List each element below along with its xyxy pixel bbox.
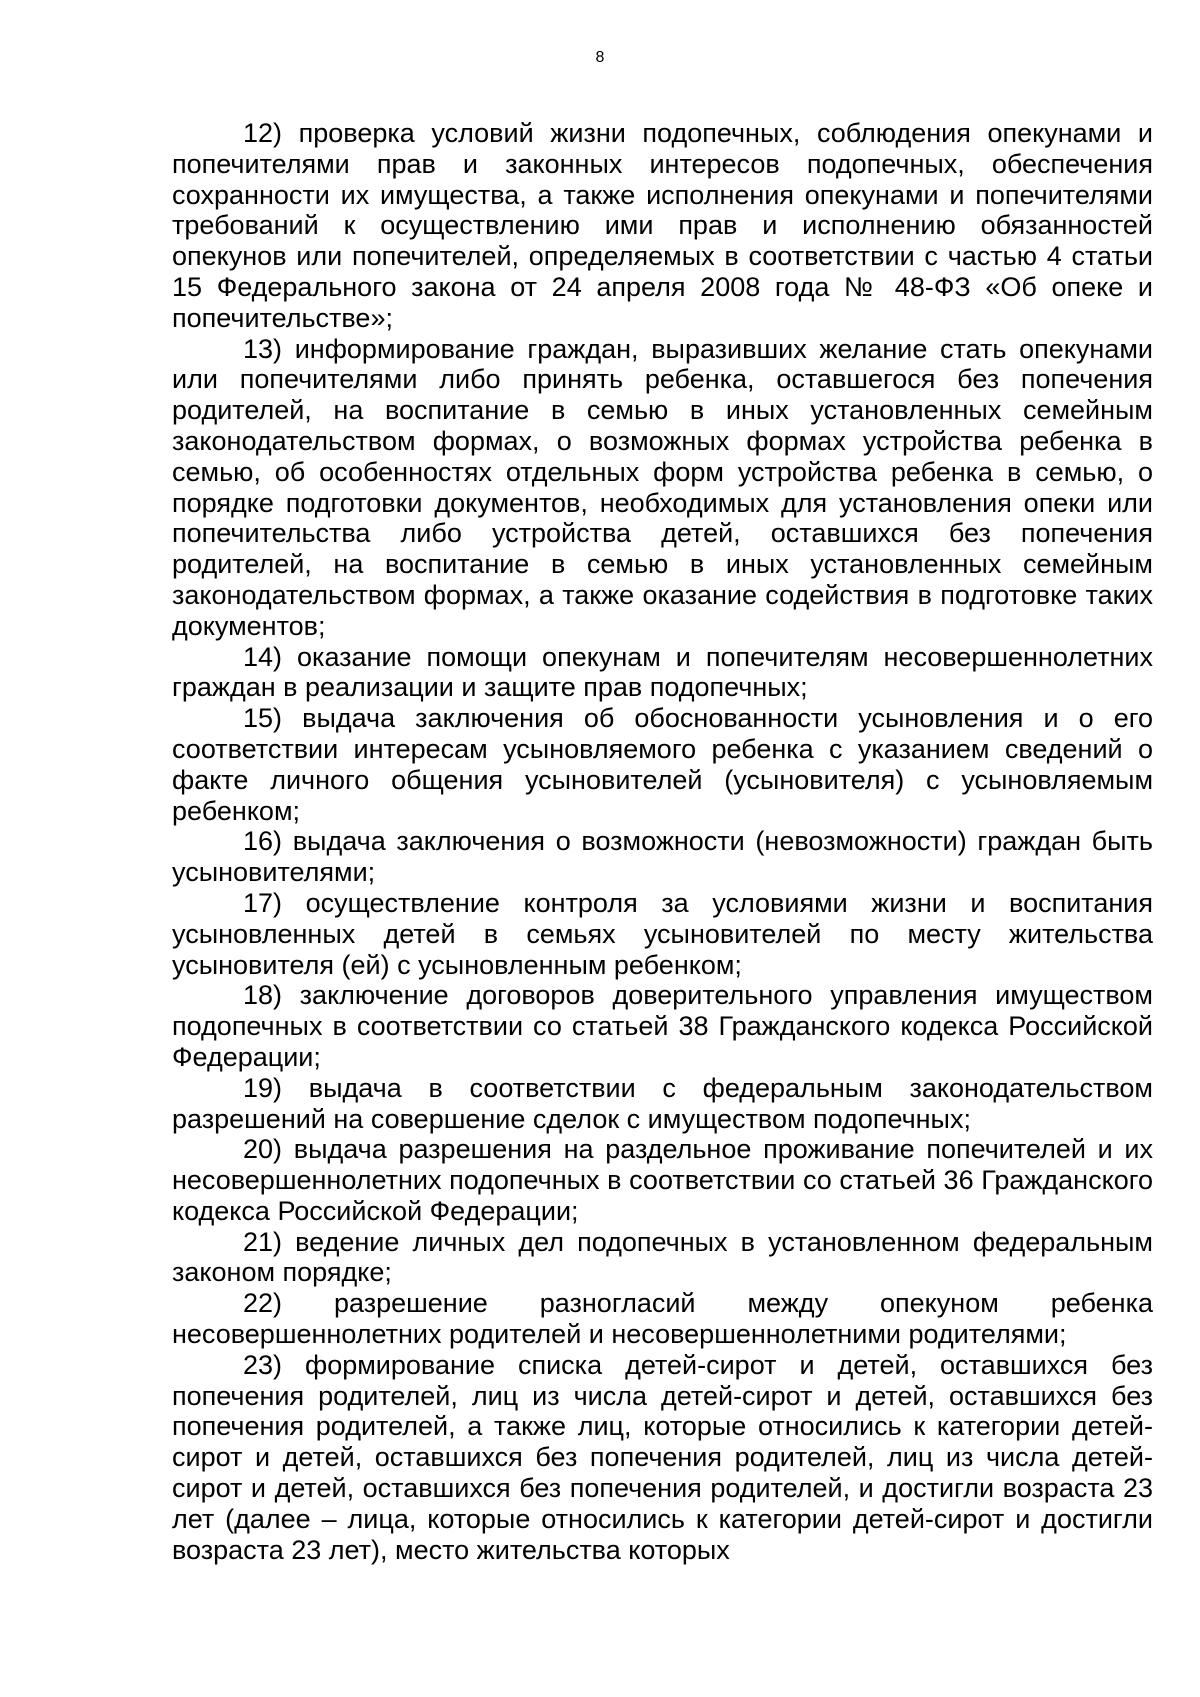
paragraph-item-15: 15) выдача заключения об обоснованности усыновления и о его соответствии интересам усыновляемого ребенка с указанием сведений о факте личного общения усыновителей (усыновителя) с усыновляемым ребенком; <box>172 703 1153 826</box>
paragraph-item-17: 17) осуществление контроля за условиями жизни и воспитания усыновленных детей в семьях усыновителей по месту жительства усыновителя (ей) с усыновленным ребенком; <box>172 887 1153 980</box>
paragraph-item-19: 19) выдача в соответствии с федеральным законодательством разрешений на совершение сделок с имуществом подопечных; <box>172 1072 1153 1134</box>
paragraph-item-20: 20) выдача разрешения на раздельное проживание попечителей и их несовершеннолетних подопечных в соответствии со статьей 36 Гражданского кодекса Российской Федерации; <box>172 1134 1153 1226</box>
paragraph-item-23: 23) формирование списка детей-сирот и детей, оставшихся без попечения родителей, лиц из числа детей-сирот и детей, оставшихся без попечения родителей, а также лиц, которые относились к категории детей-сирот и детей, оставшихся без попечения родителей, лиц из числа детей-сирот и детей, оставшихся без попечения родителей, и достигли возраста 23 лет (далее – лица, которые относились к категории детей-сирот и достигли возраста 23 лет), место жительства которых <box>172 1349 1153 1565</box>
paragraph-item-13: 13) информирование граждан, выразивших желание стать опекунами или попечителями либо принять ребенка, оставшегося без попечения родителей, на воспитание в семью в иных установленных семейным законодательством формах, о возможных формах устройства ребенка в семью, об особенностях отдельных форм устройства ребенка в семью, о порядке подготовки документов, необходимых для установления опеки или попечительства либо устройства детей, оставшихся без попечения родителей, на воспитание в семью в иных установленных семейным законодательством формах, а также оказание содействия в подготовке таких документов; <box>172 333 1153 641</box>
paragraph-item-16: 16) выдача заключения о возможности (невозможности) граждан быть усыновителями; <box>172 826 1153 888</box>
paragraph-item-14: 14) оказание помощи опекунам и попечителям несовершеннолетних граждан в реализации и защите прав подопечных; <box>172 641 1153 703</box>
paragraph-item-22: 22) разрешение разногласий между опекуном ребенка несовершеннолетних родителей и несовершеннолетними родителями; <box>172 1288 1153 1350</box>
paragraph-item-12: 12) проверка условий жизни подопечных, соблюдения опекунами и попечителями прав и законных интересов подопечных, обеспечения сохранности их имущества, а также исполнения опекунами и попечителями требований к осуществлению ими прав и исполнению обязанностей опекунов или попечителей, определяемых в соответствии с частью 4 статьи 15 Федерального закона от 24 апреля 2008 года № 48-ФЗ «Об опеке и попечительстве»; <box>172 118 1153 333</box>
page-number: 8 <box>595 49 605 66</box>
document-body <box>172 118 1153 1565</box>
paragraph-item-21: 21) ведение личных дел подопечных в установленном федеральным законом порядке; <box>172 1226 1153 1288</box>
paragraph-item-18: 18) заключение договоров доверительного управления имуществом подопечных в соответствии со статьей 38 Гражданского кодекса Российской Федерации; <box>172 980 1153 1072</box>
